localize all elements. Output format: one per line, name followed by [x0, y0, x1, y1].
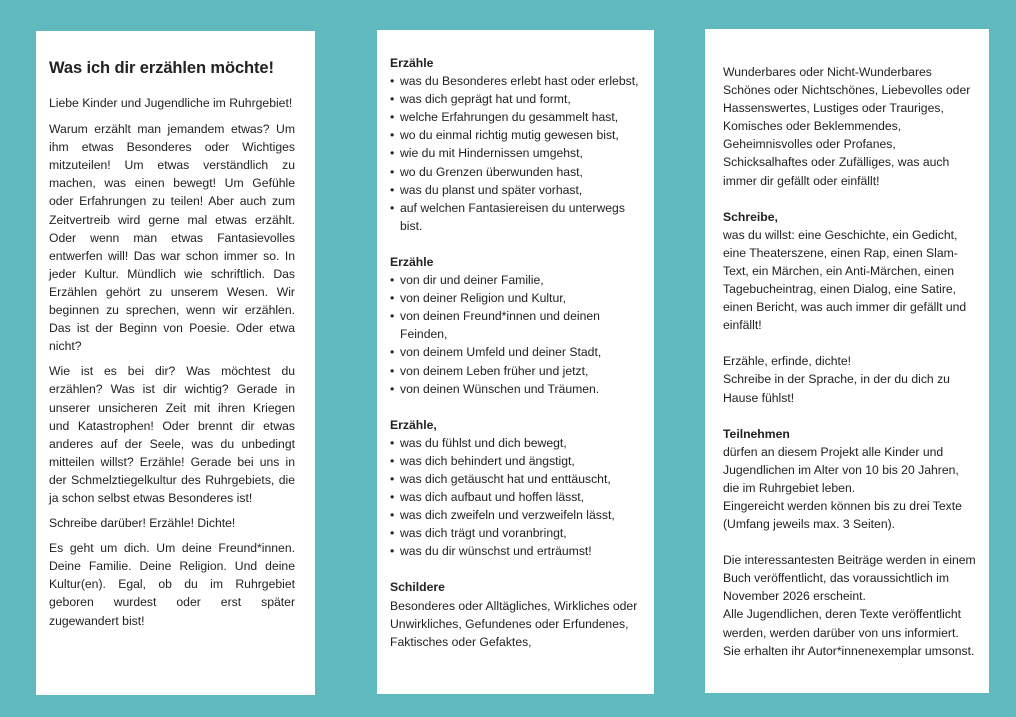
flyer-panel-intro: [36, 31, 315, 695]
list-item-text: was dich trägt und voranbringt,: [400, 526, 567, 541]
greeting: Liebe Kinder und Jugendliche im Ruhrgebiet!: [49, 96, 293, 110]
teilnehmen-text: Eingereicht werden können bis zu drei Texte (Umfang jeweils max. 3 Seiten).: [723, 498, 962, 532]
bullet-icon: •: [390, 164, 395, 179]
bullet-icon: •: [390, 471, 395, 486]
section-heading: Schildere: [390, 580, 445, 595]
list-item-text: wo du einmal richtig mutig gewesen bist,: [400, 128, 619, 143]
list-item: [390, 307, 642, 343]
schildere-text: Besonderes oder Alltägliches, Wirkliches oder Unwirkliches, Gefundenes oder Erfundenes, Faktisches oder Gefaktes,: [390, 598, 638, 649]
intro-paragraph: Schreibe darüber! Erzähle! Dichte!: [49, 516, 236, 531]
list-item-text: von dir und deiner Familie,: [400, 273, 544, 288]
publication-text: Alle Jugendlichen, deren Texte veröffentlicht werden, werden darüber von uns informiert. Sie erhalten ihr Autor*innenexemplar umsonst.: [723, 607, 975, 658]
list-item: [390, 90, 642, 108]
bullet-icon: •: [390, 200, 395, 215]
prompt-list: [390, 72, 642, 235]
list-item: [390, 126, 642, 144]
bullet-icon: •: [390, 363, 395, 378]
section-heading: Teilnehmen: [723, 426, 790, 441]
list-item: [390, 144, 642, 162]
list-item: [390, 488, 642, 506]
bullet-icon: •: [390, 526, 395, 541]
list-item-text: von deinen Wünschen und Träumen.: [400, 381, 600, 396]
intro-paragraph: Wie ist es bei dir? Was möchtest du erzählen? Was ist dir wichtig? Gerade in unserer unsicheren Zeit mit ihren Kriegen und Katastrophen! Oder brennt dir etwas anderes auf der Seele, was du unbedingt mitteilen willst? Erzähle! Gerade bei uns in der Schmelztiegelkultur des Ruhrgebiets, die ja schon selbst etwas Besonderes ist!: [49, 364, 295, 505]
bullet-icon: •: [390, 273, 395, 288]
list-item: [390, 343, 642, 361]
list-item-text: was du fühlst und dich bewegt,: [400, 435, 567, 450]
list-item: [390, 380, 642, 398]
flyer-panel-prompts: [377, 30, 654, 694]
list-item: [390, 289, 642, 307]
list-item: [390, 199, 642, 235]
list-item-text: was dich geprägt hat und formt,: [400, 92, 571, 107]
list-item: [390, 108, 642, 126]
bullet-icon: •: [390, 435, 395, 450]
list-item: [390, 434, 642, 452]
list-item: [390, 181, 642, 199]
list-item: [390, 542, 642, 560]
list-item-text: von deiner Religion und Kultur,: [400, 291, 566, 306]
list-item-text: wo du Grenzen überwunden hast,: [400, 164, 583, 179]
call-line: Schreibe in der Sprache, in der du dich zu Hause fühlst!: [723, 372, 950, 405]
prompt-list: [390, 271, 642, 398]
list-item-text: was dich aufbaut und hoffen lässt,: [400, 490, 585, 505]
list-item-text: was dich getäuscht hat und enttäuscht,: [400, 471, 611, 486]
list-item: [390, 163, 642, 181]
section-heading: Erzähle,: [390, 417, 437, 432]
schreibe-text: was du willst: eine Geschichte, ein Gedicht, eine Theaterszene, einen Rap, einen Slam-Text, ein Märchen, ein Anti-Märchen, einen Tagebucheintrag, einen Dialog, eine Satire, einen Bericht, was auch immer dir gefällt und einfällt!: [723, 227, 967, 333]
section-heading: Erzähle: [390, 56, 434, 70]
list-item-text: von deinen Freund*innen und deinen Feinden,: [400, 309, 600, 342]
list-item: [390, 506, 642, 524]
bullet-icon: •: [390, 544, 395, 559]
bullet-icon: •: [390, 309, 395, 324]
list-item-text: was du dir wünschst und erträumst!: [400, 544, 592, 559]
list-item: [390, 524, 642, 542]
bullet-icon: •: [390, 128, 395, 143]
list-item: [390, 452, 642, 470]
list-item-text: welche Erfahrungen du gesammelt hast,: [400, 110, 619, 125]
list-item: [390, 72, 642, 90]
intro-paragraph: Es geht um dich. Um deine Freund*innen. Deine Familie. Deine Religion. Und deine Kultur(en). Egal, ob du im Ruhrgebiet geboren wurdest oder erst später zugewandert bist!: [49, 541, 295, 628]
schildere-continuation: Wunderbares oder Nicht-Wunderbares Schönes oder Nichtschönes, Liebevolles oder Hassenswertes, Lustiges oder Trauriges, Komisches oder Beklemmendes, Geheimnisvolles oder Profanes, Schicksalhaftes oder Zufälliges, was auch immer dir gefällt oder einfällt!: [723, 65, 971, 188]
section-heading: Schreibe,: [723, 209, 778, 224]
list-item-text: was dich zweifeln und verzweifeln lässt,: [400, 508, 615, 523]
publication-text: Die interessantesten Beiträge werden in einem Buch veröffentlicht, das voraussichtlich im November 2026 erscheint.: [723, 553, 976, 604]
bullet-icon: •: [390, 381, 395, 396]
section-heading: Erzähle: [390, 254, 434, 269]
spacer: [723, 407, 977, 425]
bullet-icon: •: [390, 110, 395, 125]
list-item-text: was du Besonderes erlebt hast oder erlebst,: [400, 74, 639, 89]
bullet-icon: •: [390, 146, 395, 161]
list-item-text: von deinem Umfeld und deiner Stadt,: [400, 345, 602, 360]
flyer-panel-details: [705, 29, 989, 693]
spacer: [723, 334, 977, 352]
list-item-text: was du planst und später vorhast,: [400, 182, 583, 197]
bullet-icon: •: [390, 490, 395, 505]
bullet-icon: •: [390, 182, 395, 197]
bullet-icon: •: [390, 345, 395, 360]
bullet-icon: •: [390, 291, 395, 306]
list-item-text: wie du mit Hindernissen umgehst,: [400, 146, 583, 161]
page-title: Was ich dir erzählen möchte!: [49, 59, 274, 77]
bullet-icon: •: [390, 508, 395, 523]
intro-paragraph: Warum erzählt man jemandem etwas? Um ihm etwas Besonderes oder Wichtiges mitzuteilen! Um etwas verständlich zu machen, was einen bewegt! Um Gefühle oder Erfahrungen zu teilen! Aber auch zum Zeitvertreib wird gerne mal etwas erzählt. Oder wenn man etwas Fantasievolles entwerfen will! Das war schon immer so. In jeder Kultur. Mündlich wie schriftlich. Das Erzählen gehört zu unserem Wesen. Wir beginnen zu sprechen, wenn wir erzählen. Das ist der Beginn von Poesie. Oder etwa nicht?: [49, 122, 295, 354]
spacer: [723, 190, 977, 208]
list-item-text: von deinem Leben früher und jetzt,: [400, 363, 589, 378]
prompt-list: [390, 434, 642, 561]
list-item-text: auf welchen Fantasiereisen du unterwegs bist.: [400, 200, 625, 233]
bullet-icon: •: [390, 74, 395, 89]
bullet-icon: •: [390, 453, 395, 468]
call-line: Erzähle, erfinde, dichte!: [723, 354, 852, 369]
spacer: [723, 533, 977, 551]
bullet-icon: •: [390, 92, 395, 107]
list-item: [390, 271, 642, 289]
list-item: [390, 362, 642, 380]
teilnehmen-text: dürfen an diesem Projekt alle Kinder und Jugendlichen im Alter von 10 bis 20 Jahren, die im Ruhrgebiet leben.: [723, 444, 959, 495]
list-item-text: was dich behindert und ängstigt,: [400, 453, 575, 468]
list-item: [390, 470, 642, 488]
